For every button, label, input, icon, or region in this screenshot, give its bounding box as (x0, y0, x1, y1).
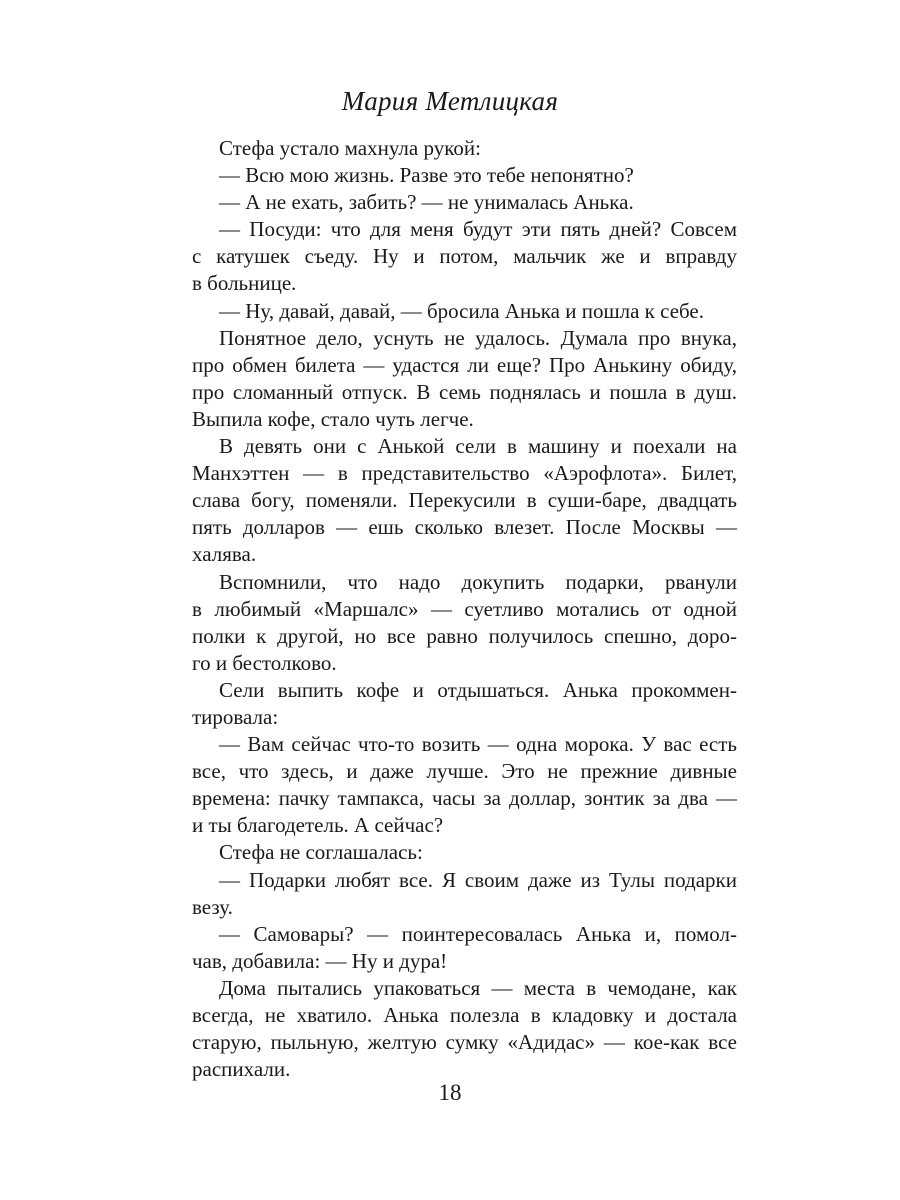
text-line: все, что здесь, и даже лучше. Это не прежние дивные (192, 759, 737, 784)
text-line: халява. (192, 542, 257, 567)
text-line: — А не ехать, забить? — не унималась Анька. (219, 190, 634, 215)
page-number: 18 (438, 1080, 462, 1105)
text-line: — Самовары? — поинтересовалась Анька и, помол- (219, 921, 737, 946)
text-line: пять долларов — ешь сколько влезет. После Москвы — (192, 515, 737, 540)
text-line: — Ну, давай, давай, — бросила Анька и пошла к себе. (219, 298, 704, 323)
text-line: и ты благодетель. А сейчас? (192, 813, 444, 838)
text-line: везу. (192, 894, 233, 919)
text-line: Стефа не соглашалась: (219, 840, 423, 865)
text-line: распихали. (192, 1057, 291, 1082)
text-line: времена: пачку тампакса, часы за доллар, зонтик за два — (192, 786, 737, 811)
text-line: про сломанный отпуск. В семь поднялась и пошла в душ. (192, 379, 737, 404)
text-line: Стефа устало махнула рукой: (219, 136, 481, 160)
running-head-author: Мария Метлицкая (341, 86, 559, 116)
text-line: Выпила кофе, стало чуть легче. (192, 406, 474, 431)
text-line: тировала: (192, 704, 279, 729)
text-line: го и бестолково. (192, 650, 337, 675)
text-line: Дома пытались упаковаться — места в чемодане, как (219, 975, 737, 1000)
text-line: — Всю мою жизнь. Разве это тебе непонятно? (219, 163, 634, 188)
text-line: Вспомнили, что надо докупить подарки, рванули (219, 569, 737, 594)
text-line: старую, пыльную, желтую сумку «Адидас» — кое-как все (192, 1030, 737, 1055)
text-line: — Подарки любят все. Я своим даже из Тулы подарки (219, 867, 737, 892)
text-line: — Посуди: что для меня будут эти пять дней? Совсем (219, 217, 737, 242)
text-line: чав, добавила: — Ну и дура! (192, 948, 448, 973)
text-line: в любимый «Маршалс» — суетливо мотались от одной (192, 596, 737, 621)
body-text (192, 135, 737, 1083)
text-line: Сели выпить кофе и отдышаться. Анька прокоммен- (219, 677, 737, 702)
text-line: про обмен билета — удастся ли еще? Про Анькину обиду, (192, 352, 737, 377)
text-line: полки к другой, но все равно получилось спешно, доро- (192, 623, 737, 648)
text-line: всегда, не хватило. Анька полезла в кладовку и достала (192, 1003, 737, 1027)
text-line: с катушек съеду. Ну и потом, мальчик же и вправду (192, 244, 737, 269)
text-line: слава богу, поменяли. Перекусили в суши-баре, двадцать (192, 488, 737, 513)
text-line: Манхэттен — в представительство «Аэрофлота». Билет, (192, 461, 737, 486)
text-line: в больнице. (192, 271, 297, 296)
text-line: — Вам сейчас что-то возить — одна морока. У вас есть (219, 732, 737, 757)
text-line: Понятное дело, уснуть не удалось. Думала про внука, (219, 325, 737, 350)
text-line: В девять они с Анькой сели в машину и поехали на (219, 434, 737, 459)
